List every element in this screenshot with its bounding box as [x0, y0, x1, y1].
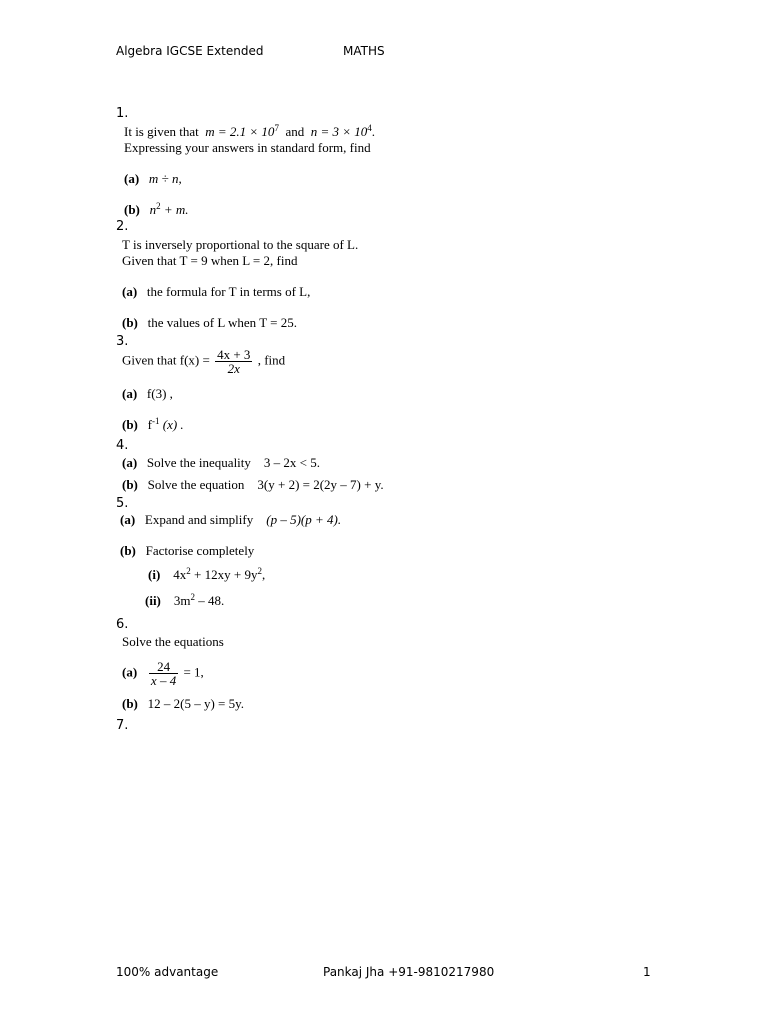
q5-a-expr: (p – 5)(p + 4). [266, 512, 342, 527]
q4-part-a [122, 455, 320, 471]
q2-part-a [122, 284, 310, 300]
q1-n-expr: n = 3 × 10 [310, 124, 368, 139]
q3-b-label: (b) [122, 417, 138, 432]
header-subject: MATHS [343, 44, 385, 58]
q3-b-exp: -1 [151, 416, 160, 426]
q5-ii-exp: 2 [190, 592, 196, 602]
q1-b-exp: 2 [156, 201, 161, 211]
footer-author: Pankaj Jha +91-9810217980 [323, 965, 495, 979]
q5-b-label: (b) [120, 543, 136, 558]
q5-ii-term2: – 48. [198, 593, 225, 608]
q3-a-label: (a) [122, 386, 138, 401]
q2-number: 2. [116, 219, 129, 234]
q5-ii-label: (ii) [145, 593, 161, 608]
q6-number: 6. [116, 617, 129, 632]
q6-frac-denominator: x – 4 [150, 673, 177, 688]
q3-part-b [122, 417, 184, 433]
q1-line1: It is given that $m = 2.1 \times 10^7$ and $n = 3 \times 10^4$. [124, 123, 376, 139]
q6-a-label: (a) [122, 664, 138, 680]
q3-given-text: Given that f(x) = [122, 352, 210, 368]
q7-number: 7. [116, 718, 129, 733]
q6-part-a [122, 660, 204, 687]
q5-i-term1: 4x [173, 567, 187, 582]
q6-fraction [149, 660, 178, 687]
q6-frac-numerator: 24 [149, 660, 178, 674]
q3-fraction [215, 348, 252, 375]
q5-part-b-ii [145, 593, 224, 609]
q1-line2: Expressing your answers in standard form, find [124, 140, 371, 155]
q2-line2: Given that T = 9 when L = 2, find [122, 253, 298, 268]
q1-b-base: n [149, 202, 157, 217]
q1-number: 1. [116, 106, 129, 121]
q1-and: and [285, 124, 305, 139]
q5-i-term2: + 12xy + 9y [194, 567, 258, 582]
q3-number: 3. [116, 334, 129, 349]
q4-a-label: (a) [122, 455, 138, 470]
q4-b-label: (b) [122, 477, 138, 492]
q3-frac-numerator: 4x + 3 [217, 347, 251, 362]
q5-a-text: Expand and simplify [144, 512, 254, 527]
q3-a-text: f(3) , [146, 386, 173, 401]
q5-i-exp1: 2 [186, 566, 191, 576]
q1-given-text: It is given that [124, 124, 199, 139]
q5-part-a [120, 512, 341, 528]
q5-ii-term1: 3m [173, 593, 191, 608]
q2-part-b [122, 315, 297, 331]
q1-b-label: (b) [124, 202, 140, 217]
q5-number: 5. [116, 496, 129, 511]
q5-part-b [120, 543, 254, 559]
q4-a-text: Solve the inequality [146, 455, 251, 470]
q2-a-label: (a) [122, 284, 138, 299]
q2-line1: T is inversely proportional to the square of L. [122, 237, 359, 252]
q4-b-expr: 3(y + 2) = 2(2y – 7) + y. [257, 477, 384, 492]
q4-part-b [122, 477, 384, 493]
q6-part-b [122, 696, 244, 712]
q2-a-text: the formula for T in terms of L, [146, 284, 311, 299]
q6-line1: Solve the equations [122, 634, 224, 649]
header-title: Algebra IGCSE Extended [116, 44, 264, 58]
q1-part-b [124, 202, 189, 218]
q4-a-expr: 3 – 2x < 5. [263, 455, 320, 470]
q5-b-text: Factorise completely [145, 543, 255, 558]
q4-b-text: Solve the equation [147, 477, 245, 492]
q6-b-label: (b) [122, 696, 138, 711]
q3-b-f: f [147, 417, 152, 432]
q1-a-expr: m ÷ n, [148, 171, 182, 186]
q2-b-label: (b) [122, 315, 138, 330]
q1-part-a [124, 171, 182, 187]
q3-frac-denominator: 2x [227, 361, 240, 376]
q5-i-exp2: 2 [257, 566, 262, 576]
q1-m-expr: m = 2.1 × 10 [205, 124, 275, 139]
q6-b-expr: 12 – 2(5 – y) = 5y. [147, 696, 245, 711]
q5-a-label: (a) [120, 512, 136, 527]
q3-part-a [122, 386, 173, 402]
q1-b-rest: + m. [163, 202, 189, 217]
q6-a-rest: = 1, [183, 664, 204, 680]
q3-b-rest: (x) . [162, 417, 184, 432]
page-number: 1 [643, 965, 651, 979]
q1-n-exp: 4 [367, 123, 372, 133]
q3-given [122, 348, 285, 375]
q5-i-comma: , [261, 567, 266, 582]
q1-m-exp: 7 [274, 123, 279, 133]
q2-b-text: the values of L when T = 25. [147, 315, 297, 330]
q3-find: , find [257, 352, 286, 368]
footer-left: 100% advantage [116, 965, 219, 979]
q5-part-b-i [148, 567, 265, 583]
q1-a-label: (a) [124, 171, 140, 186]
q4-number: 4. [116, 438, 129, 453]
q5-i-label: (i) [148, 567, 161, 582]
